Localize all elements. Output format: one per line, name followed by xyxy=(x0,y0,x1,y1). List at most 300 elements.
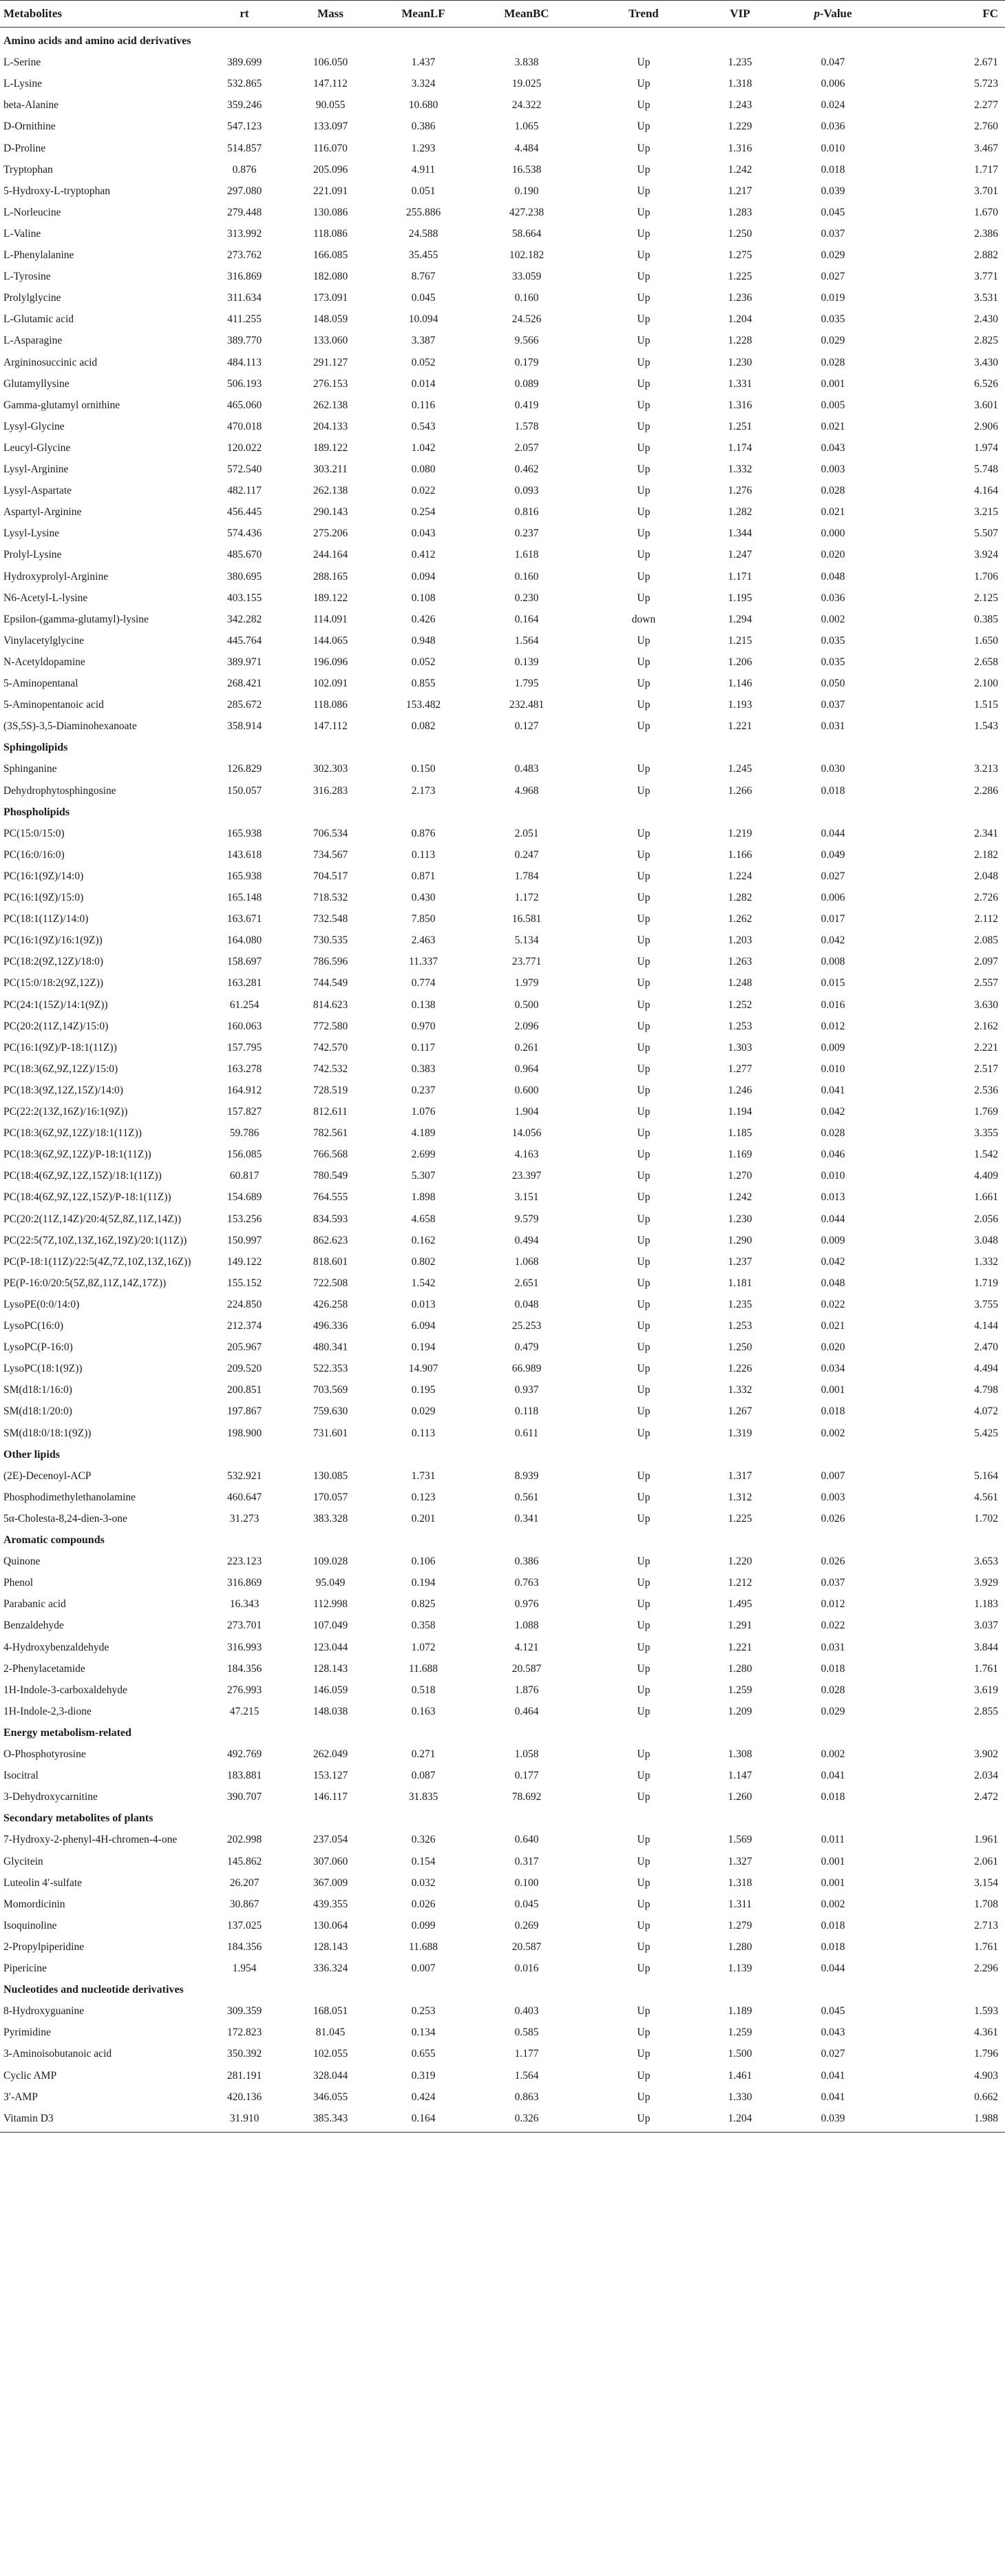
cell-rt: 205.967 xyxy=(226,1341,262,1354)
cell-mass: 291.127 xyxy=(313,356,348,368)
cell-vip: 1.280 xyxy=(728,1662,752,1675)
cell-meanbc: 8.939 xyxy=(514,1469,539,1482)
metabolite-name: 2-Phenylacetamide xyxy=(3,1662,85,1675)
cell-pvalue: 0.026 xyxy=(821,1512,845,1525)
table-row xyxy=(0,1379,1005,1401)
cell-meanlf: 0.358 xyxy=(411,1620,436,1632)
cell-meanlf: 0.045 xyxy=(411,292,436,304)
cell-vip: 1.221 xyxy=(728,720,752,733)
metabolite-name: LysoPC(P-16:0) xyxy=(3,1341,73,1354)
metabolite-name: Luteolin 4′-sulfate xyxy=(3,1876,83,1889)
table-row xyxy=(0,116,1005,137)
table-row xyxy=(0,823,1005,844)
metabolite-name: Hydroxyprolyl-Arginine xyxy=(3,570,109,583)
cell-mass: 166.085 xyxy=(313,249,348,261)
metabolite-name: PC(18:4(6Z,9Z,12Z,15Z)/18:1(11Z)) xyxy=(3,1170,162,1182)
cell-mass: 496.336 xyxy=(313,1320,348,1332)
metabolite-name: Aspartyl-Arginine xyxy=(3,506,82,519)
cell-rt: 150.057 xyxy=(226,784,262,797)
cell-vip: 1.204 xyxy=(728,2112,752,2124)
cell-meanlf: 8.767 xyxy=(411,271,436,283)
cell-fc: 2.162 xyxy=(974,1020,998,1032)
cell-rt: 165.938 xyxy=(226,827,262,839)
table-row xyxy=(0,887,1005,908)
cell-mass: 480.341 xyxy=(313,1341,348,1354)
cell-pvalue: 0.050 xyxy=(821,678,845,689)
cell-fc: 2.430 xyxy=(974,313,998,326)
table-row xyxy=(0,1508,1005,1529)
cell-rt: 411.255 xyxy=(227,313,262,326)
cell-mass: 786.596 xyxy=(313,956,348,968)
cell-fc: 3.213 xyxy=(974,763,998,775)
cell-fc: 1.515 xyxy=(974,699,998,711)
cell-fc: 3.430 xyxy=(974,356,998,368)
metabolite-name: Argininosuccinic acid xyxy=(3,356,98,368)
cell-rt: 198.900 xyxy=(226,1427,262,1439)
cell-meanlf: 0.253 xyxy=(411,2005,436,2018)
cell-trend: Up xyxy=(637,1341,650,1354)
cell-trend: Up xyxy=(637,1577,650,1589)
cell-pvalue: 0.010 xyxy=(821,1062,845,1075)
cell-vip: 1.230 xyxy=(728,356,752,368)
cell-trend: Up xyxy=(637,570,650,583)
cell-rt: 31.273 xyxy=(229,1512,260,1525)
cell-meanlf: 0.014 xyxy=(411,377,436,390)
cell-pvalue: 0.020 xyxy=(821,549,845,561)
cell-trend: Up xyxy=(637,1962,650,1974)
cell-meanbc: 16.581 xyxy=(511,913,542,925)
cell-rt: 126.829 xyxy=(226,763,262,775)
table-row xyxy=(0,2065,1005,2086)
cell-fc: 3.619 xyxy=(974,1684,998,1696)
cell-pvalue: 0.027 xyxy=(821,2048,845,2060)
table-row xyxy=(0,673,1005,694)
cell-trend: Up xyxy=(637,313,650,326)
cell-meanlf: 0.113 xyxy=(411,848,436,861)
cell-fc: 2.112 xyxy=(974,913,998,925)
cell-fc: 2.056 xyxy=(974,1213,998,1225)
cell-vip: 1.235 xyxy=(728,56,752,69)
cell-meanlf: 0.032 xyxy=(411,1876,436,1889)
cell-mass: 288.165 xyxy=(313,570,348,583)
cell-rt: 1.954 xyxy=(232,1962,257,1974)
cell-meanbc: 0.816 xyxy=(514,506,539,519)
cell-meanbc: 0.326 xyxy=(514,2112,539,2124)
cell-meanbc: 0.093 xyxy=(514,485,539,497)
cell-trend: Up xyxy=(637,1684,650,1696)
cell-meanlf: 0.026 xyxy=(411,1898,436,1910)
cell-meanbc: 1.177 xyxy=(514,2048,539,2060)
cell-rt: 157.827 xyxy=(226,1106,262,1118)
cell-fc: 1.332 xyxy=(974,1255,998,1268)
metabolite-name: Parabanic acid xyxy=(3,1598,66,1611)
cell-vip: 1.237 xyxy=(728,1255,752,1268)
metabolite-name: PC(18:3(6Z,9Z,12Z)/15:0) xyxy=(3,1062,118,1075)
cell-fc: 2.296 xyxy=(974,1962,998,1974)
cell-trend: Up xyxy=(637,2112,650,2124)
cell-mass: 812.611 xyxy=(313,1106,348,1118)
table-row xyxy=(0,866,1005,887)
table-bottom-rule xyxy=(0,2132,1005,2133)
header-meanlf: MeanLF xyxy=(401,7,445,20)
cell-meanlf: 2.463 xyxy=(411,934,436,947)
cell-pvalue: 0.035 xyxy=(821,634,845,647)
cell-fc: 3.630 xyxy=(974,998,998,1011)
metabolite-name: Lysyl-Aspartate xyxy=(3,485,72,497)
header-pvalue-rest: -Value xyxy=(819,7,852,20)
cell-pvalue: 0.046 xyxy=(821,1149,845,1161)
metabolite-name: Isoquinoline xyxy=(3,1919,57,1931)
cell-meanbc: 20.587 xyxy=(511,1940,542,1953)
metabolite-name: Lysyl-Lysine xyxy=(3,527,59,540)
cell-meanbc: 4.163 xyxy=(514,1149,539,1161)
cell-meanbc: 0.479 xyxy=(514,1341,539,1354)
table-row xyxy=(0,459,1005,480)
cell-trend: Up xyxy=(637,1106,650,1118)
cell-meanlf: 0.108 xyxy=(411,591,436,604)
cell-fc: 2.855 xyxy=(974,1705,998,1717)
cell-meanbc: 0.139 xyxy=(514,656,539,668)
metabolite-name: 3′-AMP xyxy=(3,2091,38,2103)
cell-rt: 164.080 xyxy=(226,934,262,947)
table-row xyxy=(0,1551,1005,1572)
cell-meanbc: 0.177 xyxy=(514,1770,539,1782)
table-row xyxy=(0,780,1005,802)
cell-fc: 2.536 xyxy=(974,1084,998,1096)
cell-meanbc: 0.164 xyxy=(514,613,539,625)
cell-rt: 209.520 xyxy=(226,1363,262,1375)
cell-rt: 150.997 xyxy=(226,1234,262,1246)
table-row xyxy=(0,1658,1005,1679)
table-row xyxy=(0,138,1005,159)
cell-mass: 123.044 xyxy=(313,1641,348,1653)
cell-meanbc: 24.322 xyxy=(511,99,542,112)
cell-meanlf: 35.455 xyxy=(408,249,438,261)
cell-vip: 1.253 xyxy=(728,1320,752,1332)
cell-mass: 262.049 xyxy=(313,1748,348,1760)
metabolite-name: (3S,5S)-3,5-Diaminohexanoate xyxy=(3,720,137,733)
table-row xyxy=(0,52,1005,73)
cell-meanbc: 0.483 xyxy=(514,763,539,775)
cell-meanlf: 0.237 xyxy=(411,1084,436,1096)
cell-fc: 1.702 xyxy=(974,1512,998,1525)
section-title: Amino acids and amino acid derivatives xyxy=(3,35,191,47)
cell-fc: 2.882 xyxy=(974,249,998,261)
cell-trend: Up xyxy=(637,1149,650,1161)
cell-rt: 316.869 xyxy=(226,1577,262,1589)
cell-trend: Up xyxy=(637,763,650,775)
cell-vip: 1.245 xyxy=(728,763,752,775)
cell-rt: 26.207 xyxy=(229,1876,260,1889)
cell-mass: 196.096 xyxy=(313,656,348,668)
cell-rt: 460.647 xyxy=(226,1491,262,1503)
cell-vip: 1.259 xyxy=(728,1684,752,1696)
cell-vip: 1.147 xyxy=(728,1770,752,1782)
table-row xyxy=(0,1593,1005,1615)
cell-trend: Up xyxy=(637,1234,650,1246)
cell-meanbc: 0.127 xyxy=(514,720,539,733)
cell-meanbc: 0.100 xyxy=(514,1876,539,1889)
cell-meanlf: 0.254 xyxy=(411,506,436,519)
cell-rt: 389.770 xyxy=(226,335,262,347)
cell-vip: 1.212 xyxy=(728,1577,752,1589)
table-row xyxy=(0,1208,1005,1230)
cell-meanlf: 0.383 xyxy=(411,1062,436,1075)
cell-trend: Up xyxy=(637,1191,650,1204)
cell-meanbc: 0.016 xyxy=(514,1962,539,1974)
cell-meanbc: 0.317 xyxy=(514,1855,539,1867)
table-row xyxy=(0,1273,1005,1294)
cell-trend: Up xyxy=(637,227,650,240)
cell-meanlf: 0.543 xyxy=(411,420,436,432)
cell-vip: 1.294 xyxy=(728,613,752,625)
cell-meanbc: 1.564 xyxy=(514,2069,539,2082)
cell-meanbc: 4.121 xyxy=(514,1641,539,1653)
cell-meanbc: 0.230 xyxy=(514,591,539,604)
metabolite-name: PC(20:2(11Z,14Z)/20:4(5Z,8Z,11Z,14Z)) xyxy=(3,1213,182,1225)
cell-fc: 4.072 xyxy=(974,1405,998,1418)
cell-meanbc: 0.247 xyxy=(514,848,539,861)
cell-meanlf: 0.412 xyxy=(411,549,436,561)
cell-mass: 107.049 xyxy=(313,1620,348,1632)
cell-fc: 2.557 xyxy=(974,977,998,989)
metabolite-name: Vitamin D3 xyxy=(3,2112,54,2124)
cell-rt: 156.085 xyxy=(226,1149,262,1161)
cell-meanlf: 1.437 xyxy=(411,56,436,69)
cell-pvalue: 0.031 xyxy=(821,720,845,733)
cell-fc: 5.425 xyxy=(974,1427,998,1439)
cell-vip: 1.236 xyxy=(728,292,752,304)
metabolite-name: PC(16:0/16:0) xyxy=(3,848,65,861)
cell-rt: 313.992 xyxy=(226,227,262,240)
cell-meanbc: 4.484 xyxy=(514,142,539,154)
table-row xyxy=(0,1936,1005,1958)
metabolite-name: Dehydrophytosphingosine xyxy=(3,784,116,797)
cell-vip: 1.169 xyxy=(728,1149,752,1161)
cell-vip: 1.215 xyxy=(728,634,752,647)
cell-meanlf: 14.907 xyxy=(408,1363,438,1375)
table-row xyxy=(0,1851,1005,1872)
cell-meanbc: 1.784 xyxy=(514,870,539,882)
cell-meanlf: 0.518 xyxy=(411,1684,436,1696)
cell-pvalue: 0.041 xyxy=(821,1084,845,1096)
cell-fc: 2.286 xyxy=(974,784,998,797)
metabolite-name: L-Phenylalanine xyxy=(3,249,74,261)
cell-meanbc: 16.538 xyxy=(511,163,542,176)
table-row xyxy=(0,2108,1005,2129)
cell-fc: 5.723 xyxy=(974,78,998,90)
cell-pvalue: 0.019 xyxy=(821,292,845,304)
cell-vip: 1.569 xyxy=(728,1834,752,1846)
cell-pvalue: 0.001 xyxy=(821,1855,845,1867)
cell-pvalue: 0.006 xyxy=(821,892,845,903)
cell-meanlf: 5.307 xyxy=(411,1170,436,1182)
table-header xyxy=(0,0,1005,28)
cell-meanbc: 2.051 xyxy=(514,827,539,839)
cell-meanbc: 0.964 xyxy=(514,1062,539,1075)
cell-meanlf: 0.154 xyxy=(411,1855,436,1867)
cell-meanbc: 0.640 xyxy=(514,1834,539,1846)
cell-meanlf: 3.324 xyxy=(411,78,436,90)
table-row xyxy=(0,1765,1005,1786)
cell-trend: Up xyxy=(637,506,650,519)
cell-vip: 1.279 xyxy=(728,1919,752,1931)
cell-fc: 1.961 xyxy=(974,1834,998,1846)
table-row xyxy=(0,94,1005,116)
table-row xyxy=(0,1294,1005,1315)
cell-rt: 279.448 xyxy=(226,206,262,218)
cell-rt: 273.762 xyxy=(226,249,262,261)
table-row xyxy=(0,1315,1005,1337)
cell-mass: 189.122 xyxy=(313,591,348,604)
table-row xyxy=(0,566,1005,587)
cell-trend: Up xyxy=(637,1170,650,1182)
metabolite-name: Lysyl-Glycine xyxy=(3,420,65,432)
cell-rt: 154.689 xyxy=(226,1191,262,1204)
cell-pvalue: 0.048 xyxy=(821,570,845,583)
cell-vip: 1.327 xyxy=(728,1855,752,1867)
table-row xyxy=(0,609,1005,630)
cell-mass: 307.060 xyxy=(313,1855,348,1867)
cell-vip: 1.266 xyxy=(728,784,752,797)
cell-mass: 426.258 xyxy=(313,1298,348,1310)
cell-pvalue: 0.029 xyxy=(821,249,845,261)
cell-mass: 204.133 xyxy=(313,420,348,432)
cell-meanbc: 2.057 xyxy=(514,441,539,454)
table-row xyxy=(0,373,1005,395)
cell-pvalue: 0.001 xyxy=(821,1876,845,1889)
cell-meanbc: 2.651 xyxy=(514,1277,539,1289)
table-row xyxy=(0,630,1005,651)
cell-meanbc: 1.088 xyxy=(514,1620,539,1632)
cell-trend: Up xyxy=(637,377,650,390)
cell-pvalue: 0.049 xyxy=(821,848,845,861)
cell-mass: 728.519 xyxy=(313,1084,348,1096)
table-row xyxy=(0,951,1005,972)
cell-meanlf: 255.886 xyxy=(405,206,441,218)
cell-trend: Up xyxy=(637,356,650,368)
cell-trend: Up xyxy=(637,1363,650,1375)
cell-mass: 130.064 xyxy=(313,1919,348,1931)
cell-meanlf: 0.022 xyxy=(411,485,436,497)
cell-fc: 1.593 xyxy=(974,2005,998,2018)
cell-pvalue: 0.042 xyxy=(821,1106,845,1118)
cell-meanlf: 0.080 xyxy=(411,463,436,475)
table-row xyxy=(0,1058,1005,1080)
cell-trend: Up xyxy=(637,1770,650,1782)
cell-fc: 3.902 xyxy=(974,1748,998,1760)
cell-meanlf: 0.970 xyxy=(411,1020,436,1032)
cell-pvalue: 0.011 xyxy=(821,1834,845,1846)
cell-rt: 297.080 xyxy=(226,185,262,197)
cell-fc: 0.662 xyxy=(974,2091,998,2103)
cell-trend: Up xyxy=(637,1491,650,1503)
cell-pvalue: 0.045 xyxy=(821,206,845,218)
cell-mass: 182.080 xyxy=(313,271,348,283)
cell-meanbc: 24.526 xyxy=(511,313,542,326)
cell-pvalue: 0.044 xyxy=(821,827,845,839)
cell-vip: 1.317 xyxy=(728,1469,752,1482)
cell-trend: Up xyxy=(637,335,650,347)
header-pvalue-p: p xyxy=(814,7,820,20)
cell-vip: 1.247 xyxy=(728,549,752,561)
cell-trend: Up xyxy=(637,699,650,711)
cell-meanlf: 0.043 xyxy=(411,527,436,540)
cell-mass: 834.593 xyxy=(313,1213,348,1225)
cell-pvalue: 0.037 xyxy=(821,1577,845,1589)
metabolite-name: Phosphodimethylethanolamine xyxy=(3,1491,136,1503)
header-mass: Mass xyxy=(317,7,343,20)
cell-pvalue: 0.020 xyxy=(821,1341,845,1354)
cell-rt: 276.993 xyxy=(226,1684,262,1696)
cell-meanlf: 1.076 xyxy=(411,1106,436,1118)
cell-meanlf: 0.802 xyxy=(411,1255,436,1268)
cell-meanbc: 427.238 xyxy=(509,206,544,218)
table-row xyxy=(0,1401,1005,1422)
cell-pvalue: 0.003 xyxy=(821,1491,845,1503)
cell-pvalue: 0.028 xyxy=(821,1127,845,1140)
cell-fc: 1.719 xyxy=(974,1277,998,1289)
cell-pvalue: 0.036 xyxy=(821,591,845,604)
cell-rt: 47.215 xyxy=(229,1705,260,1717)
cell-meanbc: 102.182 xyxy=(509,249,544,261)
cell-meanbc: 1.876 xyxy=(514,1684,539,1696)
cell-vip: 1.318 xyxy=(728,1876,752,1889)
cell-mass: 148.038 xyxy=(313,1705,348,1717)
cell-mass: 81.045 xyxy=(315,2027,346,2039)
metabolite-name: Glycitein xyxy=(3,1855,43,1867)
cell-pvalue: 0.041 xyxy=(821,2091,845,2103)
cell-rt: 0.876 xyxy=(232,163,257,176)
cell-meanbc: 1.618 xyxy=(514,549,539,561)
cell-rt: 59.786 xyxy=(229,1127,260,1140)
cell-pvalue: 0.018 xyxy=(821,1919,845,1931)
cell-trend: Up xyxy=(637,1940,650,1953)
cell-meanlf: 1.072 xyxy=(411,1641,436,1653)
cell-pvalue: 0.027 xyxy=(821,271,845,283)
cell-vip: 1.283 xyxy=(728,206,752,218)
metabolite-name: 7-Hydroxy-2-phenyl-4H-chromen-4-one xyxy=(3,1834,178,1846)
metabolite-name: PC(22:5(7Z,10Z,13Z,16Z,19Z)/20:1(11Z)) xyxy=(3,1234,187,1246)
cell-meanlf: 2.699 xyxy=(411,1149,436,1161)
cell-rt: 350.392 xyxy=(226,2048,262,2060)
cell-rt: 311.634 xyxy=(227,292,262,304)
header-trend: Trend xyxy=(628,7,659,20)
cell-fc: 3.467 xyxy=(974,142,998,154)
metabolite-name: Prolylglycine xyxy=(3,292,61,304)
cell-meanbc: 1.172 xyxy=(514,892,539,903)
table-row xyxy=(0,1894,1005,1915)
cell-pvalue: 0.037 xyxy=(821,227,845,240)
cell-pvalue: 0.022 xyxy=(821,1620,845,1632)
cell-meanlf: 0.007 xyxy=(411,1962,436,1974)
cell-mass: 90.055 xyxy=(315,99,346,112)
metabolite-name: 2-Propylpiperidine xyxy=(3,1940,85,1953)
cell-vip: 1.331 xyxy=(728,377,752,390)
cell-vip: 1.500 xyxy=(728,2048,752,2060)
cell-pvalue: 0.043 xyxy=(821,441,845,454)
cell-meanlf: 0.150 xyxy=(411,763,436,775)
cell-fc: 2.085 xyxy=(974,934,998,947)
cell-vip: 1.282 xyxy=(728,506,752,519)
cell-rt: 389.699 xyxy=(226,56,262,69)
cell-trend: Up xyxy=(637,121,650,133)
cell-vip: 1.308 xyxy=(728,1748,752,1760)
cell-mass: 731.601 xyxy=(313,1427,348,1439)
section-title: Nucleotides and nucleotide derivatives xyxy=(3,1984,184,1996)
metabolite-name: PC(18:2(9Z,12Z)/18:0) xyxy=(3,956,104,968)
cell-trend: Up xyxy=(637,1705,650,1717)
